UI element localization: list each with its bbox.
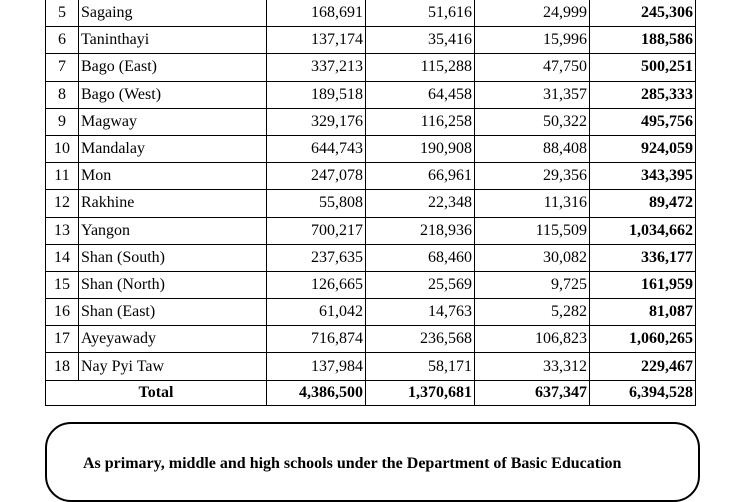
row-number: 18 [46,353,79,380]
table-row [46,135,696,162]
totals-row [46,380,696,405]
table-row [46,54,696,81]
note-box [45,422,700,502]
value-column-1: 700,217 [267,217,366,244]
totals-column-2: 1,370,681 [366,380,475,405]
value-column-1: 237,635 [267,244,366,271]
row-total: 188,586 [590,27,696,54]
table-row [46,0,696,27]
totals-column-1: 4,386,500 [267,380,366,405]
row-total: 343,395 [590,163,696,190]
value-column-2: 236,568 [366,326,475,353]
region-name: Rakhine [79,190,267,217]
region-name: Shan (East) [79,299,267,326]
value-column-2: 51,616 [366,0,475,27]
region-name: Magway [79,108,267,135]
note-text: As primary, middle and high schools under the Department of Basic Education [83,455,622,472]
totals-label: Total [46,380,267,405]
value-column-1: 329,176 [267,108,366,135]
value-column-2: 68,460 [366,244,475,271]
value-column-2: 218,936 [366,217,475,244]
row-number: 12 [46,190,79,217]
row-total: 495,756 [590,108,696,135]
value-column-2: 64,458 [366,81,475,108]
value-column-3: 106,823 [475,326,590,353]
value-column-1: 337,213 [267,54,366,81]
row-number: 15 [46,271,79,298]
value-column-2: 35,416 [366,27,475,54]
row-number: 11 [46,163,79,190]
value-column-3: 11,316 [475,190,590,217]
value-column-1: 644,743 [267,135,366,162]
value-column-1: 716,874 [267,326,366,353]
table-row [46,108,696,135]
value-column-2: 190,908 [366,135,475,162]
table-body [46,0,696,405]
row-number: 7 [46,54,79,81]
table-row [46,81,696,108]
region-name: Yangon [79,217,267,244]
row-total: 245,306 [590,0,696,27]
value-column-1: 55,808 [267,190,366,217]
row-number: 8 [46,81,79,108]
value-column-1: 137,174 [267,27,366,54]
value-column-3: 30,082 [475,244,590,271]
value-column-3: 24,999 [475,0,590,27]
value-column-3: 115,509 [475,217,590,244]
row-number: 16 [46,299,79,326]
table-row [46,271,696,298]
enrollment-table [45,0,696,406]
row-total: 924,059 [590,135,696,162]
value-column-3: 5,282 [475,299,590,326]
value-column-1: 137,984 [267,353,366,380]
value-column-3: 47,750 [475,54,590,81]
table-row [46,27,696,54]
value-column-1: 61,042 [267,299,366,326]
region-name: Nay Pyi Taw [79,353,267,380]
region-name: Mandalay [79,135,267,162]
value-column-1: 189,518 [267,81,366,108]
row-total: 336,177 [590,244,696,271]
row-total: 1,060,265 [590,326,696,353]
value-column-1: 126,665 [267,271,366,298]
region-name: Shan (North) [79,271,267,298]
value-column-3: 9,725 [475,271,590,298]
value-column-2: 116,258 [366,108,475,135]
value-column-3: 33,312 [475,353,590,380]
value-column-2: 58,171 [366,353,475,380]
row-total: 285,333 [590,81,696,108]
value-column-3: 88,408 [475,135,590,162]
row-number: 9 [46,108,79,135]
table-row [46,244,696,271]
region-name: Taninthayi [79,27,267,54]
value-column-2: 25,569 [366,271,475,298]
value-column-3: 15,996 [475,27,590,54]
table-row [46,353,696,380]
row-total: 500,251 [590,54,696,81]
row-number: 5 [46,0,79,27]
row-number: 10 [46,135,79,162]
region-name: Bago (West) [79,81,267,108]
grand-total: 6,394,528 [590,380,696,405]
value-column-2: 115,288 [366,54,475,81]
row-total: 229,467 [590,353,696,380]
table-row [46,163,696,190]
row-number: 6 [46,27,79,54]
row-number: 13 [46,217,79,244]
region-name: Sagaing [79,0,267,27]
value-column-2: 66,961 [366,163,475,190]
row-total: 81,087 [590,299,696,326]
value-column-2: 14,763 [366,299,475,326]
table-row [46,217,696,244]
row-number: 17 [46,326,79,353]
row-number: 14 [46,244,79,271]
value-column-2: 22,348 [366,190,475,217]
value-column-3: 29,356 [475,163,590,190]
table-row [46,190,696,217]
region-name: Shan (South) [79,244,267,271]
table-row [46,326,696,353]
region-name: Mon [79,163,267,190]
row-total: 161,959 [590,271,696,298]
region-name: Ayeyawady [79,326,267,353]
value-column-1: 247,078 [267,163,366,190]
table-row [46,299,696,326]
value-column-1: 168,691 [267,0,366,27]
value-column-3: 31,357 [475,81,590,108]
row-total: 89,472 [590,190,696,217]
row-total: 1,034,662 [590,217,696,244]
totals-column-3: 637,347 [475,380,590,405]
value-column-3: 50,322 [475,108,590,135]
region-name: Bago (East) [79,54,267,81]
